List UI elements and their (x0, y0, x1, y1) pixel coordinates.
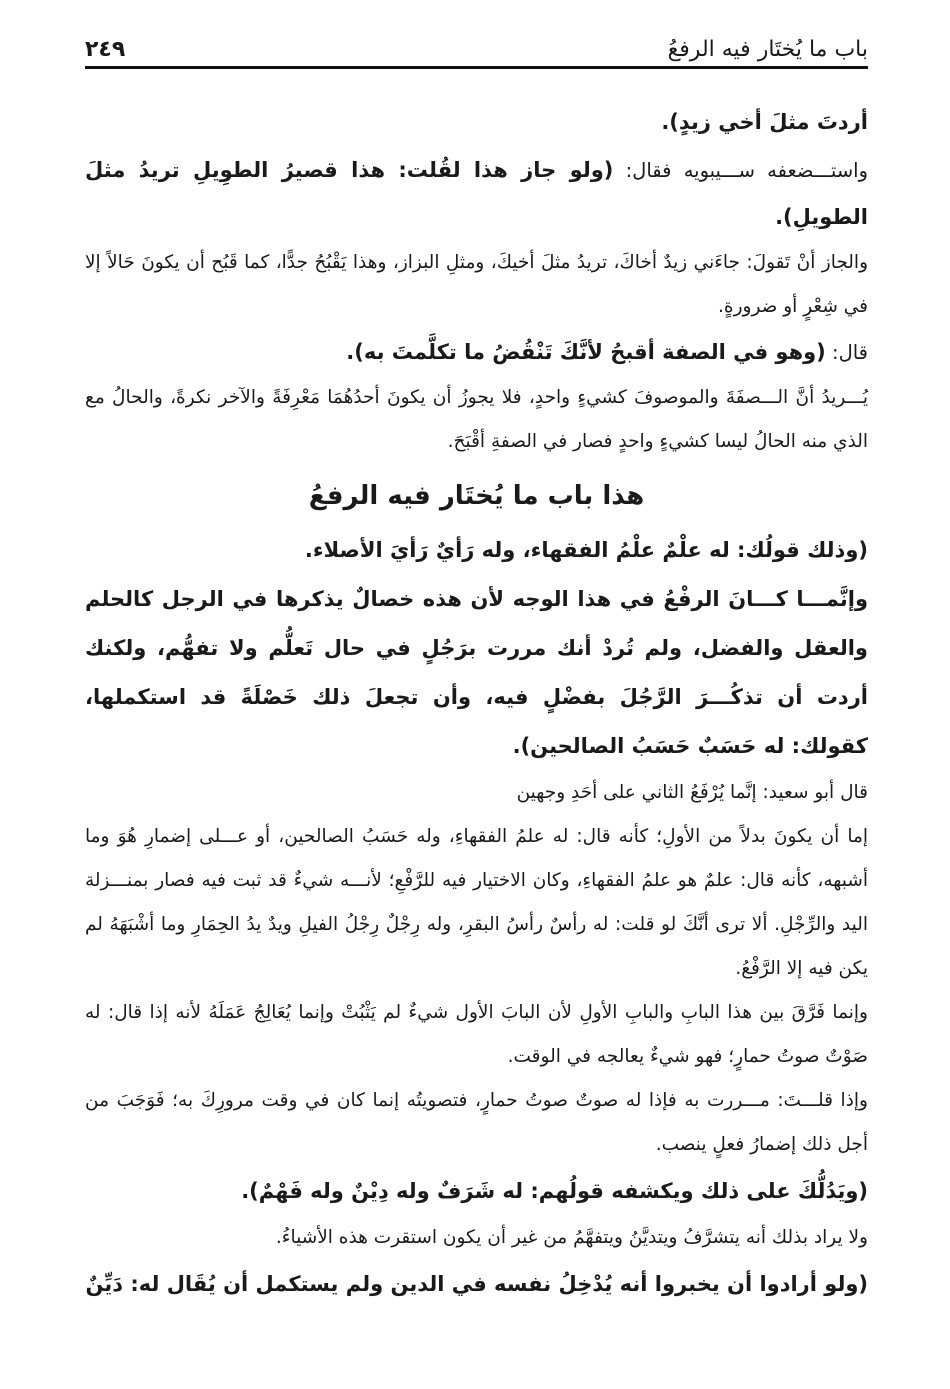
paragraph (85, 329, 868, 376)
quoted-text: (وهو في الصفة أقبحُ لأنَّكَ تَنْقُضُ ما تكلَّمتَ به). (346, 340, 826, 364)
running-header (85, 18, 868, 62)
paragraph: (ولو أرادوا أن يخبروا أنه يُدْخِلُ نفسه في الدين ولم يستكمل أن يُقَال له: دَيِّنٌ (85, 1272, 868, 1296)
page-number: ٢٤٩ (85, 37, 126, 62)
paragraph: ولا يراد بذلك أنه يتشرَّفُ ويتديَّنُ ويتفهَّمُ من غير أن يكون استقرت هذه الأشياءُ. (275, 1227, 868, 1248)
paragraph-lead: قال: (825, 341, 868, 364)
section-heading: هذا باب ما يُختَار فيه الرفعُ (308, 481, 645, 511)
paragraph: يُـــريدُ أنَّ الـــصفَةَ والموصوفَ كشيءٍ واحدٍ، فلا يجوزُ أن يكونَ أحدُهُمَا مَعْرِفَةً والآخر نكرةً، والحالُ مع الذي منه الحالُ ليسا كشيءٍ واحدٍ فصار في الصفةِ أقْبَحَ. (85, 387, 868, 452)
header-rule (85, 66, 868, 69)
paragraph-lead: واستـــضعفه ســـيبويه فقال: (613, 159, 868, 182)
paragraph: وإذا قلـــتَ: مـــررت به فإذا له صوتٌ صوتُ حمارٍ، فتصويتُه إنما كان في وقت مرورِكَ به؛ فَوَجَبَ من أجل ذلك إضمارُ فعلٍ ينصب. (85, 1090, 868, 1155)
paragraph: (وذلك قولُك: له علْمٌ علْمُ الفقهاء، وله رَأيٌ رَأيَ الأصلاء. (304, 538, 868, 562)
paragraph: وإنَّمـــا كـــانَ الرفْعُ في هذا الوجه لأن هذه خصالٌ يذكرها في الرجل كالحلم والعقل والفضل، ولم تُردْ أنك مررت برَجُلٍ في حال تَعلُّم ولا تفهُّم، ولكنك أردت أن تذكُـــرَ الرَّجُلَ بفضْلٍ فيه، وأن تجعلَ ذلك خَصْلَةً قد استكملها، كقولك: له حَسَبٌ حَسَبُ الصالحين). (85, 587, 868, 758)
paragraph: أردتَ مثلَ أخي زيدٍ). (661, 110, 868, 134)
body-text (85, 98, 868, 1309)
paragraph (85, 147, 868, 241)
paragraph: إما أن يكونَ بدلاً من الأولِ؛ كأنه قال: له علمُ الفقهاءِ، وله حَسَبُ الصالحين، أو عـــلى إضمارِ هُوَ وما أشبهه، كأنه قال: علمٌ هو علمُ الفقهاءِ، وكان الاختيار فيه للرَّفْعِ؛ لأنـــه شيءٌ قد ثبت فيه فصار بمنـــزلة اليد والرِّجْلِ. ألا ترى أنَّكَ لو قلت: له رأسٌ رأسُ البقرِ، وله رِجْلٌ رِجْلُ الفيلِ ويدٌ يدُ الحِمَارِ وما أشْبَهَهُ لم يكن فيه إلا الرَّفْعُ. (85, 826, 868, 979)
paragraph: والجاز أنْ تَقولَ: جاءَني زيدٌ أخاكَ، تريدُ مثلَ أخيكَ، ومثلِ البزاز، وهذا يَقْبُحُ جدًّا، كما قَبُح أن يكونَ حَالاً إلا في شِعْرٍ أو ضرورةٍ. (85, 252, 868, 317)
running-header-title: باب ما يُختَار فيه الرفعُ (667, 37, 868, 62)
paragraph: (ويَدُلُّكَ على ذلك ويكشفه قولُهم: له شَرَفٌ وله دِيْنٌ وله فَهْمٌ). (241, 1179, 868, 1203)
paragraph: وإنما فَرَّقَ بين هذا البابِ والبابِ الأولِ لأن البابَ الأول شيءٌ لم يَثْبُتْ وإنما يُعَالِجُ عَمَلَهُ لأنه إذا قال: له صَوْتٌ صوتُ حمارٍ؛ فهو شيءٌ يعالجه في الوقت. (85, 1002, 868, 1067)
quoted-text: (ولو جاز هذا لقُلت: هذا قصيرُ الطوِيلِ تريدُ مثلَ الطويلِ). (85, 158, 868, 229)
paragraph: قال أبو سعيد: إنَّما يُرْفَعُ الثاني على أحَدِ وجهين (516, 782, 868, 803)
